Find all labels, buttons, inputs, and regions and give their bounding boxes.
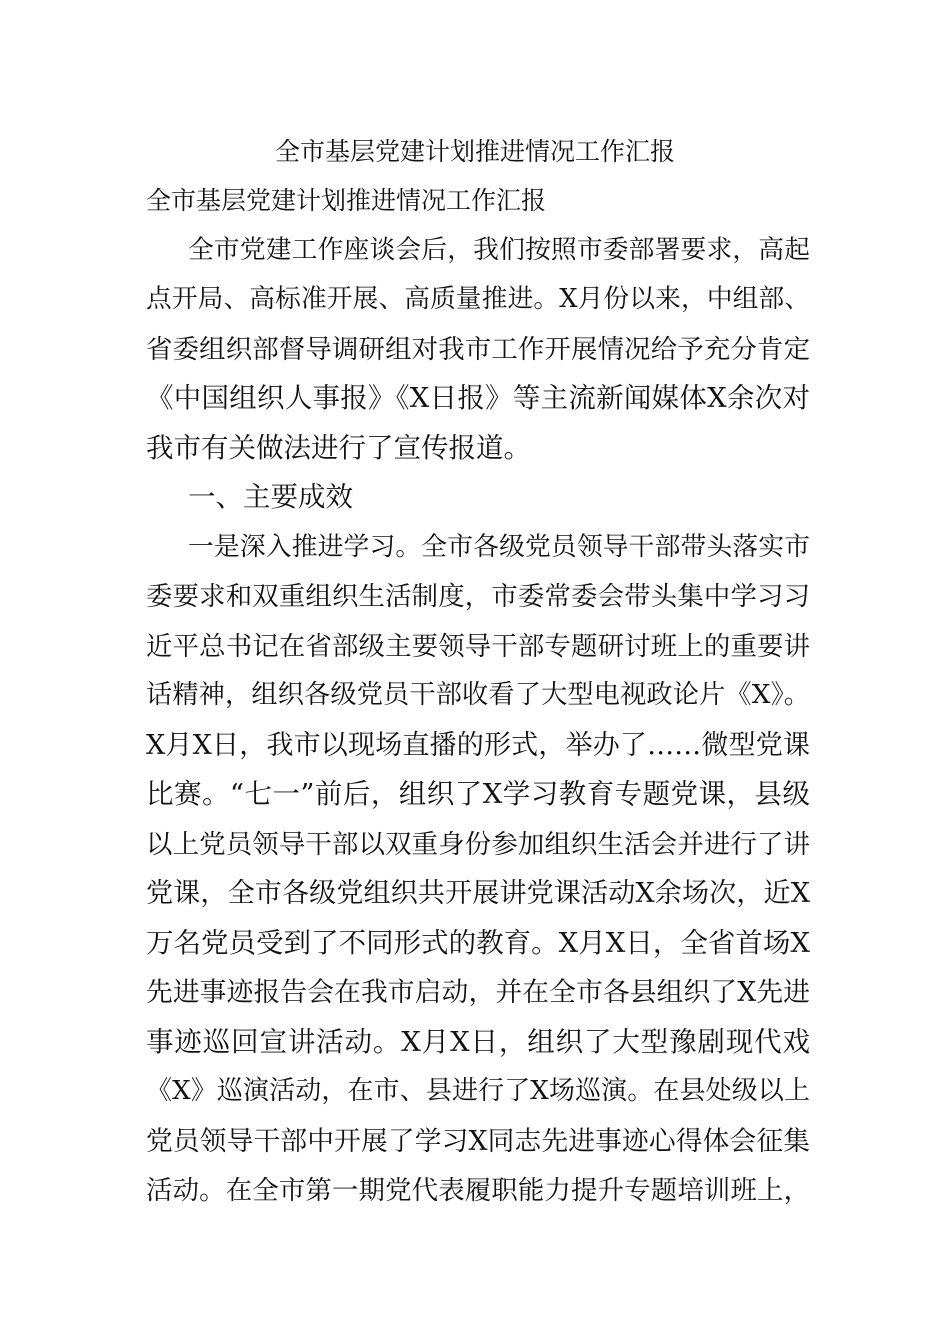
document-title: 全市基层党建计划推进情况工作汇报	[274, 137, 675, 166]
paragraph-line: 话精神，组织各级党员干部收看了大型电视政论片《X》。	[146, 680, 810, 710]
paragraph-line: 全市党建工作座谈会后，我们按照市委部署要求，高起	[188, 234, 810, 265]
paragraph-line: 党课，全市各级党组织共开展讲党课活动X余场次，近X	[146, 878, 810, 909]
paragraph-line: 《X》巡演活动，在市、县进行了X场巡演。在县处级以上	[146, 1076, 810, 1106]
paragraph-line: 先进事迹报告会在我市启动，并在全市各县组织了X先进	[146, 977, 810, 1008]
paragraph-line: X月X日，我市以现场直播的形式，举办了……微型党课	[146, 729, 810, 761]
paragraph-line: 活动。在全市第一期党代表履职能力提升专题培训班上，	[146, 1175, 810, 1206]
paragraph-line: 近平总书记在省部级主要领导干部专题研讨班上的重要讲	[146, 630, 810, 662]
paragraph-line: 党员领导干部中开展了学习X同志先进事迹心得体会征集	[146, 1125, 810, 1157]
paragraph-line: 我市有关做法进行了宣传报道。	[146, 431, 531, 464]
paragraph-line: 《中国组织人事报》《X日报》等主流新闻媒体X余次对	[146, 382, 810, 414]
paragraph-line: 万名党员受到了不同形式的教育。X月X日，全省首场X	[146, 926, 810, 959]
document-subtitle: 全市基层党建计划推进情况工作汇报	[146, 186, 547, 215]
paragraph-line: 事迹巡回宣讲活动。X月X日，组织了大型豫剧现代戏	[146, 1025, 810, 1058]
paragraph-line: 委要求和双重组织生活制度，市委常委会带头集中学习习	[146, 581, 810, 612]
paragraph-line: 比赛。“七一”前后，组织了X学习教育专题党课，县级	[146, 778, 810, 810]
paragraph-line: 点开局、高标准开展、高质量推进。X月份以来，中组部、	[146, 284, 810, 314]
document-body	[146, 176, 810, 1216]
section-heading: 一、主要成效	[188, 481, 353, 513]
paragraph-line: 一是深入推进学习。全市各级党员领导干部带头落实市	[188, 531, 810, 562]
paragraph-line: 以上党员领导干部以双重身份参加组织生活会并进行了讲	[146, 828, 810, 860]
paragraph-line: 省委组织部督导调研组对我市工作开展情况给予充分肯定	[146, 333, 810, 365]
